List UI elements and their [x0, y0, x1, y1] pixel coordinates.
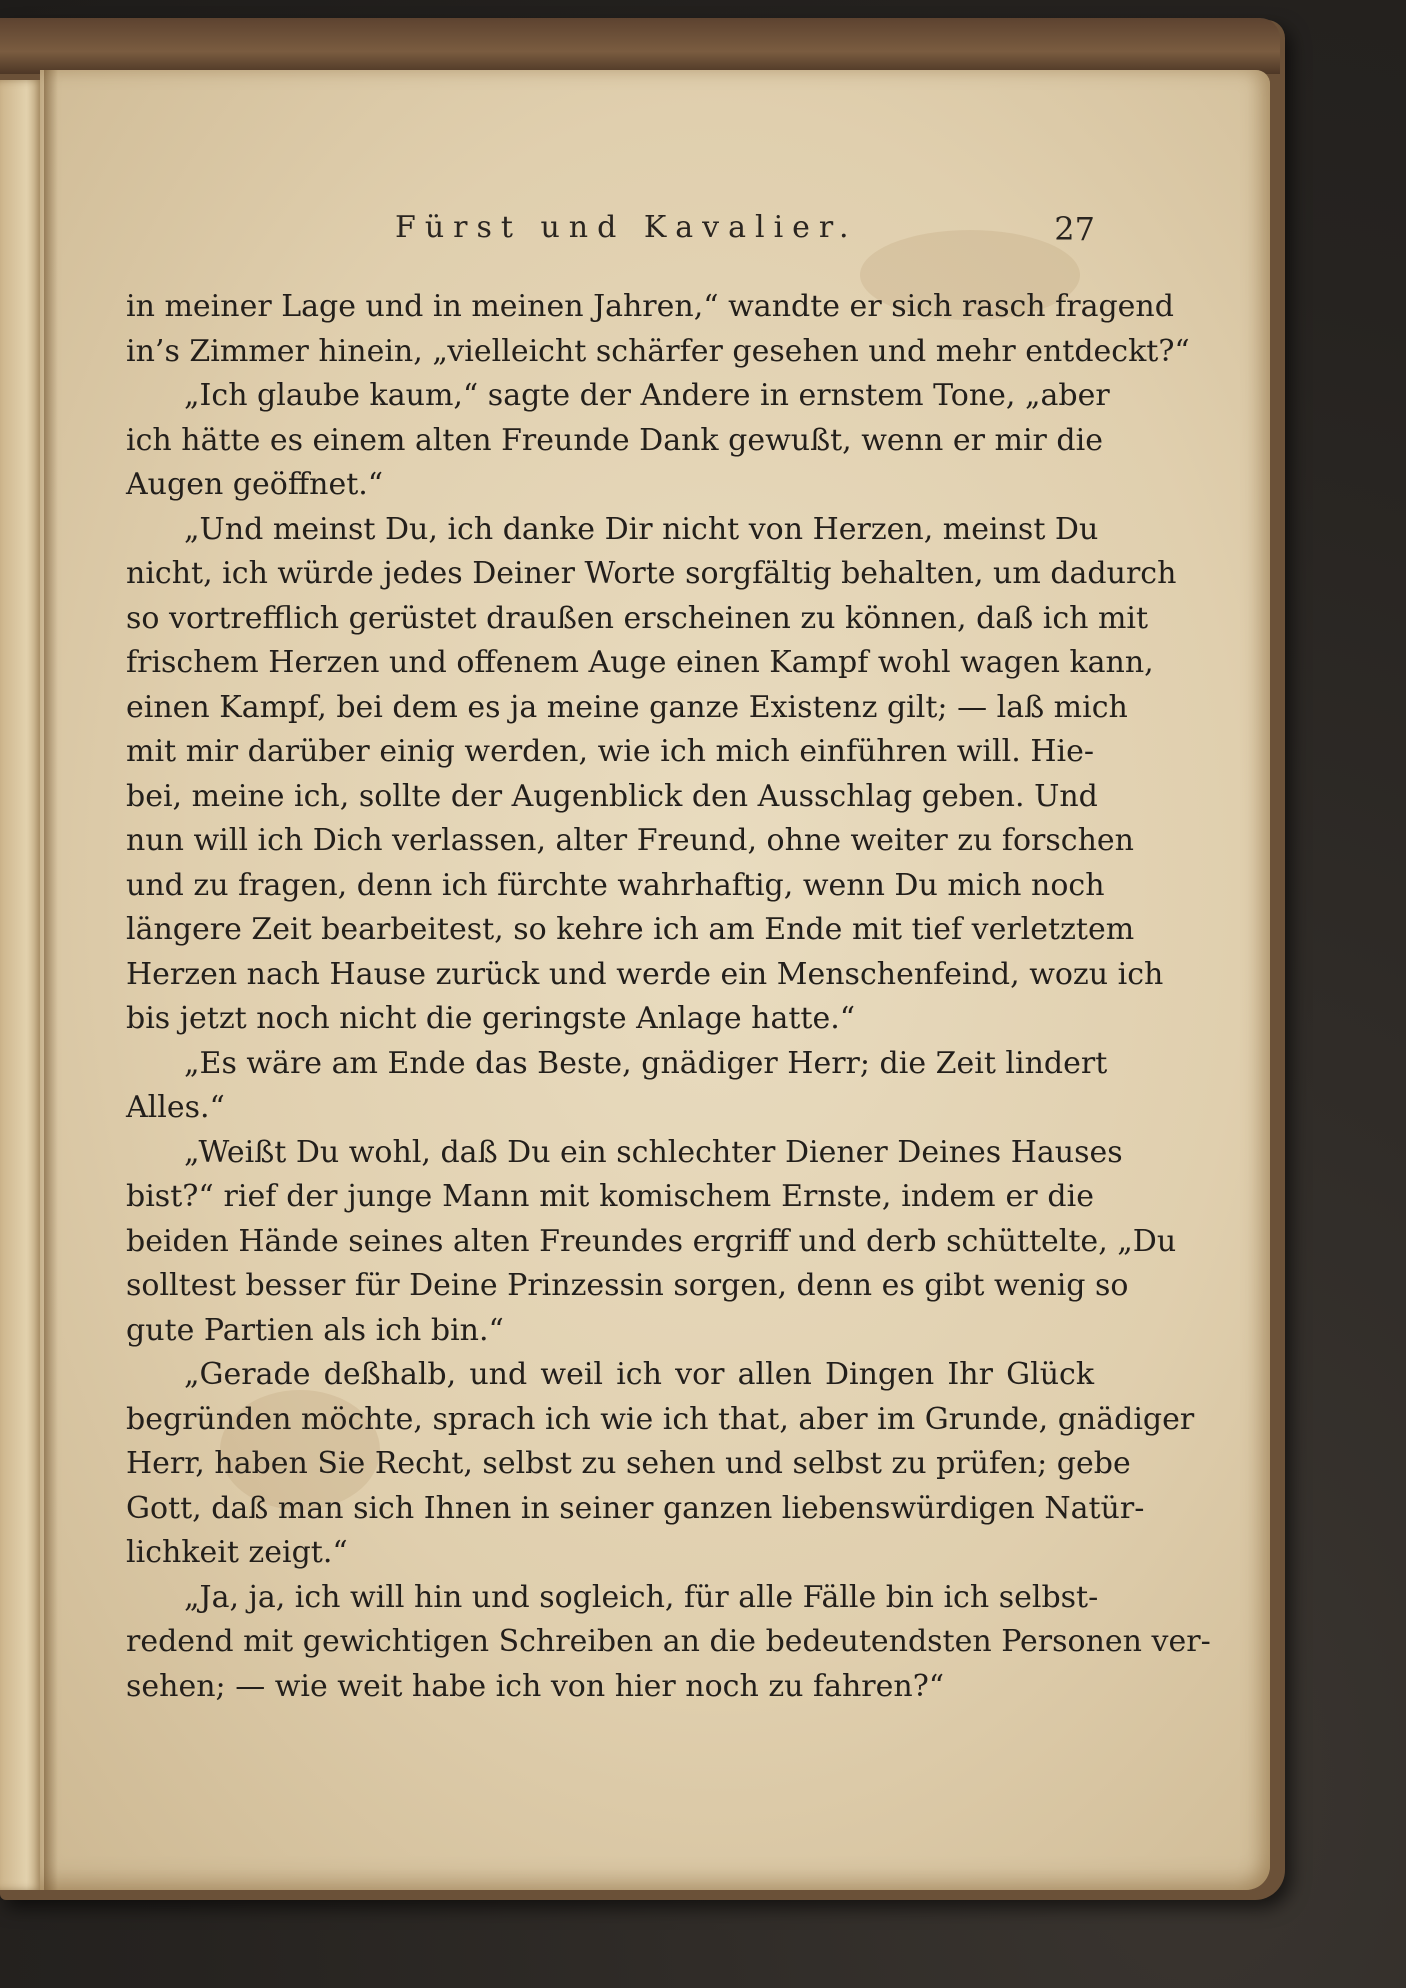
text-line: und zu fragen, denn ich fürchte wahrhaftig, wenn Du mich noch — [126, 867, 1105, 903]
text-line: nicht, ich würde jedes Deiner Worte sorgfältig behalten, um dadurch — [126, 556, 1177, 591]
text-line: längere Zeit bearbeitest, so kehre ich am Ende mit tief verletztem — [126, 912, 1135, 947]
text-line: so vortrefflich gerüstet draußen erscheinen zu können, daß ich mit — [126, 600, 1149, 636]
text-line: bei, meine ich, sollte der Augenblick den Ausschlag geben. Und — [126, 778, 1098, 814]
text-line: frischem Herzen und offenem Auge einen Kampf wohl wagen kann, — [126, 645, 1154, 680]
text-line: gute Partien als ich bin.“ — [126, 1312, 504, 1348]
text-line: beiden Hände seines alten Freundes ergriff und derb schüttelte, „Du — [126, 1223, 1177, 1259]
page-header — [395, 210, 1095, 250]
running-title: Fürst und Kavalier. — [395, 210, 858, 245]
text-line: begründen möchte, sprach ich wie ich that, aber im Grunde, gnädiger — [126, 1401, 1195, 1437]
text-line: in meiner Lage und in meinen Jahren,“ wandte er sich rasch fragend — [126, 289, 1174, 324]
text-line: „Ja, ja, ich will hin und sogleich, für alle Fälle bin ich selbst- — [184, 1579, 1099, 1615]
text-line: einen Kampf, bei dem es ja meine ganze Existenz gilt; — laß mich — [126, 689, 1128, 725]
text-line: bist?“ rief der junge Mann mit komischem Ernste, indem er die — [126, 1179, 1094, 1214]
text-line: nun will ich Dich verlassen, alter Freund, ohne weiter zu forschen — [126, 823, 1134, 858]
text-line: redend mit gewichtigen Schreiben an die bedeutendsten Personen ver- — [126, 1624, 1211, 1659]
left-page-edge — [0, 80, 44, 1890]
text-line: „Weißt Du wohl, daß Du ein schlechter Diener Deines Hauses — [184, 1134, 1123, 1170]
book-top-edge — [0, 18, 1280, 74]
page-gutter-shadow — [44, 70, 58, 1890]
text-line: „Und meinst Du, ich danke Dir nicht von Herzen, meinst Du — [184, 511, 1099, 547]
text-line: ich hätte es einem alten Freunde Dank gewußt, wenn er mir die — [126, 422, 1103, 458]
text-line: in’s Zimmer hinein, „vielleicht schärfer gesehen und mehr entdeckt?“ — [126, 333, 1190, 369]
text-line: Augen geöffnet.“ — [126, 467, 384, 502]
text-line: „Es wäre am Ende das Beste, gnädiger Herr; die Zeit lindert — [184, 1045, 1108, 1081]
text-line: Alles.“ — [126, 1090, 225, 1125]
text-line: Herzen nach Hause zurück und werde ein Menschenfeind, wozu ich — [126, 956, 1164, 992]
page-number: 27 — [1054, 210, 1095, 248]
text-line: „Ich glaube kaum,“ sagte der Andere in ernstem Tone, „aber — [184, 378, 1110, 413]
text-line: solltest besser für Deine Prinzessin sorgen, denn es gibt wenig so — [126, 1268, 1129, 1303]
body-text — [126, 285, 1211, 1709]
text-line: bis jetzt noch nicht die geringste Anlage hatte.“ — [126, 1001, 856, 1036]
text-line: Gott, daß man sich Ihnen in seiner ganzen liebenswürdigen Natür- — [126, 1490, 1145, 1526]
text-line: „Gerade deßhalb, und weil ich vor allen Dingen Ihr Glück — [184, 1357, 1094, 1392]
text-line: lichkeit zeigt.“ — [126, 1535, 348, 1570]
text-line: Herr, haben Sie Recht, selbst zu sehen und selbst zu prüfen; gebe — [126, 1446, 1131, 1481]
text-line: sehen; — wie weit habe ich von hier noch zu fahren?“ — [126, 1668, 945, 1704]
text-line: mit mir darüber einig werden, wie ich mich einführen will. Hie- — [126, 734, 1094, 769]
